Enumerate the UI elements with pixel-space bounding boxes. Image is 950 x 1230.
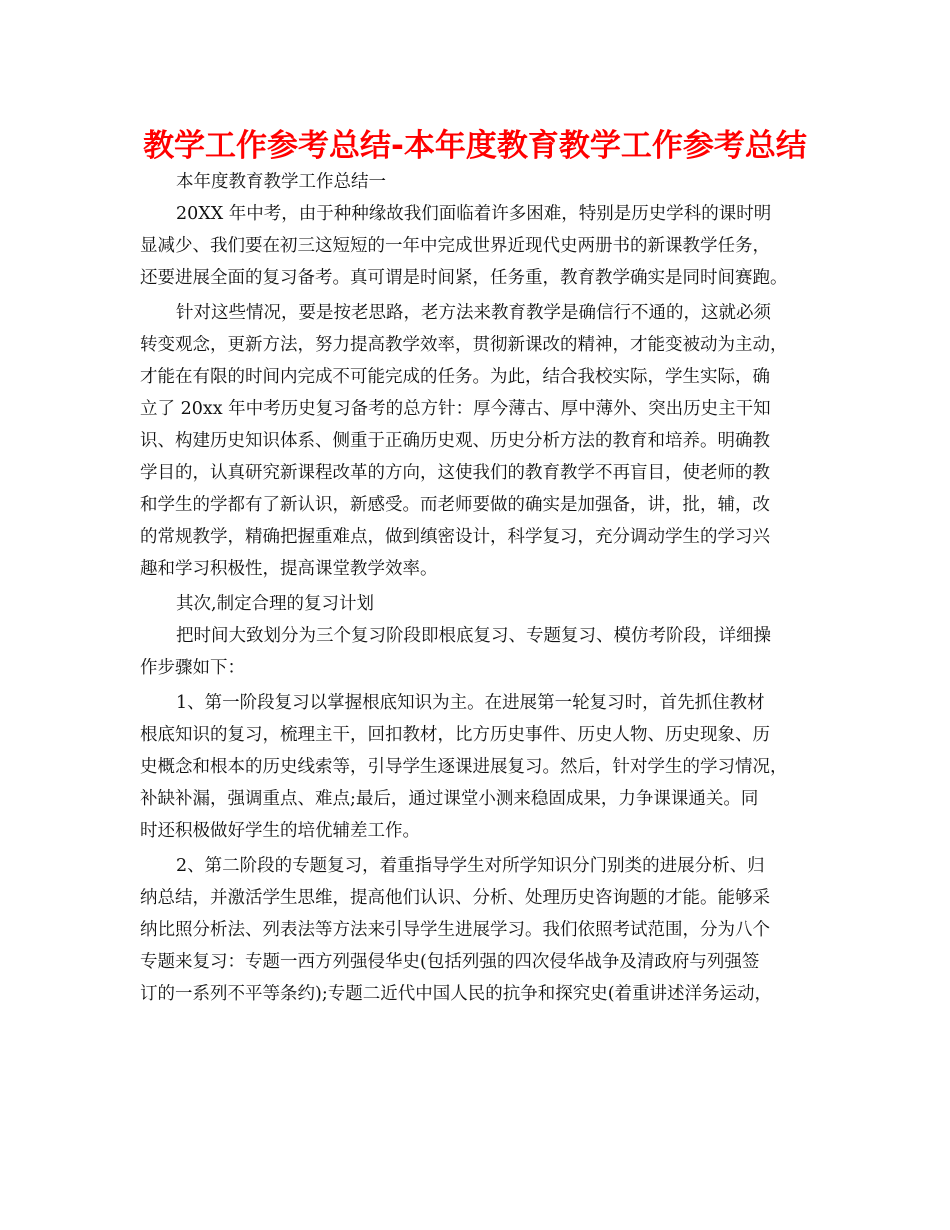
paragraph-line: 1、第一阶段复习以掌握根底知识为主。在进展第一轮复习时，首先抓住教材	[176, 693, 765, 713]
paragraph-line: 针对这些情况，要是按老思路，老方法来教育教学是确信行不通的，这就必须	[176, 303, 771, 323]
paragraph-line: 和学生的学都有了新认识，新感受。而老师要做的确实是加强备，讲，批，辅，改	[140, 495, 770, 515]
paragraph-line: 立了 20xx 年中考历史复习备考的总方针：厚今薄古、厚中薄外、突出历史主干知	[140, 399, 771, 419]
paragraph-line: 学目的，认真研究新课程改革的方向，这使我们的教育教学不再盲目，使老师的教	[140, 463, 770, 483]
paragraph-line: 还要进展全面的复习备考。真可谓是时间紧，任务重，教育教学确实是同时间赛跑。	[140, 268, 788, 288]
paragraph-line: 订的一系列不平等条约);专题二近代中国人民的抗争和探究史(着重讲述洋务运动，	[140, 984, 773, 1004]
document-body	[140, 166, 820, 1010]
section-heading: 本年度教育教学工作总结一	[176, 172, 386, 192]
paragraph-line: 2、第二阶段的专题复习，着重指导学生对所学知识分门别类的进展分析、归	[176, 856, 765, 876]
paragraph-line: 纳总结，并激活学生思维，提高他们认识、分析、处理历史咨询题的才能。能够采	[140, 888, 770, 908]
paragraph-line: 把时间大致划分为三个复习阶段即根底复习、专题复习、模仿考阶段，详细操	[176, 626, 771, 646]
section-heading: 其次,制定合理的复习计划	[176, 594, 375, 614]
paragraph-line: 史概念和根本的历史线索等，引导学生逐课进展复习。然后，针对学生的学习情况，	[140, 757, 788, 777]
paragraph-line: 纳比照分析法、列表法等方法来引导学生进展学习。我们依照考试范围，分为八个	[140, 920, 770, 940]
paragraph-line: 的常规教学，精确把握重难点，做到缜密设计，科学复习，充分调动学生的学习兴	[140, 527, 770, 547]
paragraph-line: 才能在有限的时间内完成不可能完成的任务。为此，结合我校实际，学生实际，确	[140, 367, 770, 387]
paragraph-line: 趣和学习积极性，提高课堂教学效率。	[140, 559, 438, 579]
paragraph-line: 根底知识的复习，梳理主干，回扣教材，比方历史事件、历史人物、历史现象、历	[140, 725, 770, 745]
paragraph-line: 20XX 年中考，由于种种缘故我们面临着许多困难，特别是历史学科的课时明	[176, 204, 772, 224]
paragraph-line: 识、构建历史知识体系、侧重于正确历史观、历史分析方法的教育和培养。明确教	[140, 431, 770, 451]
paragraph-line: 作步骤如下：	[140, 658, 245, 678]
paragraph-line: 显减少、我们要在初三这短短的一年中完成世界近现代史两册书的新课教学任务，	[140, 236, 770, 256]
paragraph-line: 时还积极做好学生的培优辅差工作。	[140, 821, 420, 841]
document-title: 教学工作参考总结-本年度教育教学工作参考总结	[143, 128, 807, 164]
paragraph-line: 专题来复习：专题一西方列强侵华史(包括列强的四次侵华战争及清政府与列强签	[140, 952, 760, 972]
paragraph-line: 转变观念，更新方法，努力提高教学效率，贯彻新课改的精神，才能变被动为主动，	[140, 335, 788, 355]
paragraph-line: 补缺补漏，强调重点、难点;最后，通过课堂小测来稳固成果，力争课课通关。同	[140, 789, 759, 809]
